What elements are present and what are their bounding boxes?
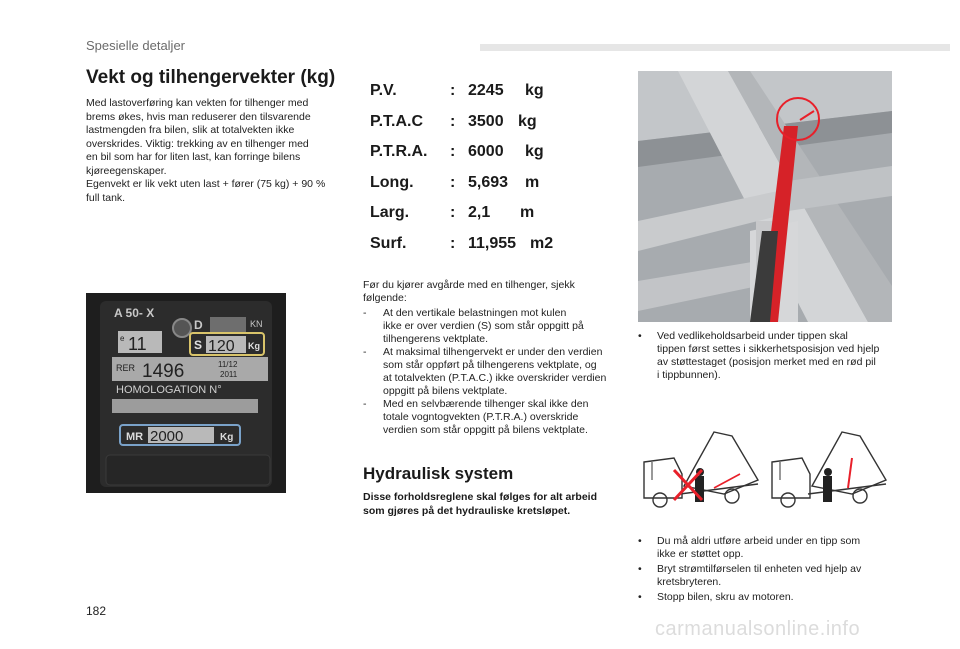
plate-e-number: 11 <box>128 334 147 354</box>
weight-plate-illustration <box>86 293 286 493</box>
weights-intro <box>86 97 344 205</box>
spec-colon: : <box>450 173 456 191</box>
intro-line: overskrides. Viktig: trekking av en tilhenger med <box>86 137 309 150</box>
hydraulic-sub-line: Disse forholdsreglene skal følges for alt arbeid <box>363 491 597 503</box>
tipper-trucks-illustration <box>640 428 890 524</box>
spec-key: Long. <box>370 173 414 191</box>
spec-colon: : <box>450 204 456 221</box>
spec-row <box>370 113 600 144</box>
plate-d-label: D <box>194 318 203 332</box>
watermark: carmanualsonline.info <box>655 618 861 640</box>
plate-mr-value: 2000 <box>150 428 184 445</box>
plate-rivet <box>173 319 191 337</box>
spec-colon: : <box>450 112 456 130</box>
plate-kn-label: KN <box>250 319 263 329</box>
spec-row <box>370 82 600 113</box>
plate-homologation-box <box>112 399 258 413</box>
check-item-line: ikke er over verdien (S) som står oppgitt på <box>383 320 584 332</box>
spec-list <box>370 82 600 265</box>
spec-unit: kg <box>525 143 544 160</box>
spec-unit: m <box>525 173 540 191</box>
spec-value: 3500 <box>468 112 504 130</box>
intro-line: lastmengden fra bilen, slik at totalvekten ikke <box>86 124 295 136</box>
tipper-support-photo <box>638 71 892 322</box>
check-item-line: tilhengerens vektplate. <box>383 333 489 345</box>
tipper-trucks-svg <box>640 428 890 524</box>
page-number: 182 <box>86 604 107 618</box>
spec-colon: : <box>450 143 456 160</box>
hydraulic-subtitle <box>363 491 618 518</box>
spec-unit: kg <box>518 112 537 130</box>
plate-date-line1: 11/12 <box>218 360 238 369</box>
plate-bottom-panel <box>106 455 270 485</box>
weights-title: Vekt og tilhengervekter (kg) <box>86 67 336 88</box>
check-item <box>363 398 623 437</box>
spec-key: P.V. <box>370 82 397 99</box>
spec-row <box>370 235 600 266</box>
weight-plate-photo <box>86 293 286 493</box>
plate-s-value: 120 <box>208 338 235 355</box>
check-item-line: - At den vertikale belastningen mot kulen <box>383 307 567 319</box>
plate-rer-label: RER <box>116 363 136 373</box>
plate-homologation: HOMOLOGATION N° <box>116 384 222 396</box>
safety-line: ikke er støttet opp. <box>657 548 744 560</box>
spec-unit: kg <box>525 82 544 99</box>
safety-line: • Du må aldri utføre arbeid under en tipp som <box>657 535 861 547</box>
safety-line: • Stopp bilen, skru av motoren. <box>657 591 794 603</box>
spec-value: 2245 <box>468 82 504 99</box>
header-bar <box>480 44 950 51</box>
safety-line: kretsbryteren. <box>657 576 722 588</box>
hydraulic-sub-line: som gjøres på det hydrauliske kretsløpet. <box>363 504 571 517</box>
spec-unit: m <box>520 204 535 221</box>
plate-mr-label: MR <box>126 431 144 443</box>
spec-colon: : <box>450 82 456 99</box>
check-item <box>363 307 623 346</box>
intro-line: Egenvekt er lik vekt uten last + fører (75 kg) + 90 % <box>86 178 326 190</box>
spec-value: 6000 <box>468 143 504 160</box>
spec-colon: : <box>450 234 456 252</box>
spec-key: Surf. <box>370 234 407 252</box>
truck-supported-icon <box>772 432 886 507</box>
check-item-line: at totalvekten (P.T.A.C.) ikke overskrider verdien <box>383 372 607 384</box>
hydraulic-title: Hydraulisk system <box>363 464 514 483</box>
spec-value: 11,955 <box>468 234 517 252</box>
safety-item <box>634 563 896 589</box>
check-intro-line: følgende: <box>363 292 407 304</box>
safety-list <box>634 535 896 606</box>
intro-line: full tank. <box>86 191 126 204</box>
spec-row <box>370 204 600 235</box>
maintenance-line: i tippbunnen). <box>657 369 721 381</box>
plate-rer-box <box>112 357 268 381</box>
truck-unsupported-icon <box>644 432 758 507</box>
spec-unit: m2 <box>530 234 554 252</box>
plate-date-line2: 2011 <box>220 370 238 379</box>
check-item-line: totale vogntogvekten (P.T.R.A.) overskride <box>383 411 579 423</box>
spec-value: 5,693 <box>468 173 509 191</box>
check-item-line: som står oppført på tilhengerens vektplate, og <box>383 359 597 371</box>
safety-item <box>634 591 896 604</box>
spec-value: 2,1 <box>468 204 491 221</box>
check-intro-line: Før du kjører avgårde med en tilhenger, sjekk <box>363 279 575 291</box>
check-intro <box>363 279 618 305</box>
check-item <box>363 346 623 398</box>
intro-line: kjøreegenskaper. <box>86 164 167 177</box>
spec-row <box>370 143 600 174</box>
plate-d-box <box>210 317 246 333</box>
tipper-support-illustration <box>638 71 892 322</box>
check-item-line: - Med en selvbærende tilhenger skal ikke den <box>383 398 589 410</box>
maintenance-list <box>634 330 896 384</box>
intro-line: en bil som har for liten last, kan forringe bilens <box>86 151 301 163</box>
spec-key: P.T.A.C <box>370 112 424 130</box>
section-label: Spesielle detaljer <box>86 38 186 53</box>
plate-mr-kg: Kg <box>220 432 234 443</box>
check-list <box>363 307 623 437</box>
maintenance-line: av støttestaget (posisjon merket med en rød pil <box>657 356 876 368</box>
plate-rer-number: 1496 <box>142 361 185 382</box>
plate-e-label: e <box>120 334 125 343</box>
plate-s-label: S <box>194 338 203 352</box>
intro-line: brems økes, hvis man reduserer den tilsvarende <box>86 110 311 123</box>
spec-key: P.T.R.A. <box>370 143 428 160</box>
safety-line: • Bryt strømtilførselen til enheten ved hjelp av <box>657 563 862 575</box>
check-item-line: - At maksimal tilhengervekt er under den verdien <box>383 346 603 358</box>
spec-row <box>370 174 600 205</box>
intro-line: Med lastoverføring kan vekten for tilhenger med <box>86 97 309 109</box>
maintenance-item <box>634 330 896 382</box>
spec-key: Larg. <box>370 204 410 221</box>
plate-top-code: A 50- X <box>114 306 155 320</box>
safety-item <box>634 535 896 561</box>
maintenance-line: • Ved vedlikeholdsarbeid under tippen skal <box>657 330 848 342</box>
maintenance-line: tippen først settes i sikkerhetsposisjon ved hjelp <box>657 343 880 355</box>
check-item-line: oppgitt på bilens vektplate. <box>383 385 508 397</box>
plate-kg-label: Kg <box>248 341 260 351</box>
check-item-line: verdien som står oppgitt på bilens vektplate. <box>383 424 588 436</box>
